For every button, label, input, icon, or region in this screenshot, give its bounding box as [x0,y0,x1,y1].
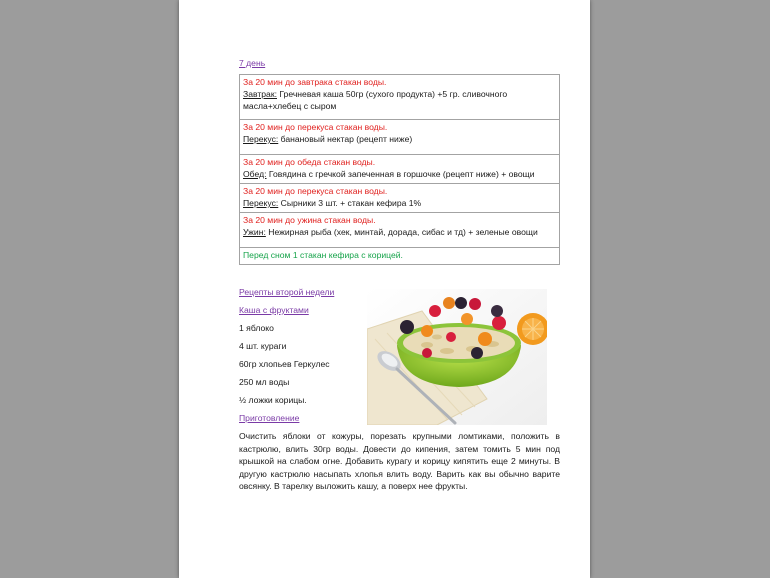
meal-text: банановый нектар (рецепт ниже) [278,134,413,144]
meal-line [243,197,556,209]
meal-text: Сырники 3 шт. + стакан кефира 1% [278,198,422,208]
bedtime-note: Перед сном 1 стакан кефира с корицей. [243,250,403,260]
table-cell [240,155,560,184]
table-row [240,155,560,184]
meal-line [243,226,556,238]
water-reminder: За 20 мин до ужина стакан воды. [243,215,376,225]
water-reminder: За 20 мин до обеда стакан воды. [243,157,376,167]
day-section [239,58,560,265]
table-row [240,248,560,265]
table-row [240,75,560,120]
meal-line [243,133,556,145]
ingredient-item: 250 мл воды [239,377,290,387]
meal-label: Ужин: [243,227,266,237]
table-row [240,120,560,155]
table-cell [240,184,560,213]
ingredient-item: 4 шт. кураги [239,341,287,351]
table-cell [240,75,560,120]
meal-line [243,88,556,112]
table-row [240,184,560,213]
table-cell [240,213,560,248]
meal-label: Обед: [243,169,267,179]
ingredient-item: 60гр хлопьев Геркулес [239,359,330,369]
ingredient-item: ½ ложки корицы. [239,395,307,405]
table-cell [240,120,560,155]
recipes-section-link[interactable]: Рецепты второй недели [239,287,335,297]
water-reminder: За 20 мин до перекуса стакан воды. [243,122,388,132]
meal-label: Перекус: [243,198,279,208]
oatmeal-bowl-photo [367,289,547,425]
day-title-link[interactable]: 7 день [239,58,266,68]
water-reminder: За 20 мин до завтрака стакан воды. [243,77,387,87]
method-title-link[interactable]: Приготовление [239,413,300,423]
meal-plan-table [239,74,560,265]
method-paragraph: Очистить яблоки от кожуры, порезать крупными ломтиками, положить в кастрюлю, влить 30гр воды. Довести до кипения, затем томить 5 мин под крышкой на слабом огне. Добавить курагу и корицу кипятить еще 2 минуты. В другую кастрюлю насыпать хлопья влить воду. Варить как вы обычно варите овсянку. В тарелку выложить кашу, а поверх нее фрукты. [239,431,560,492]
meal-text: Гречневая каша 50гр (сухого продукта) +5 гр. сливочного масла+хлебец с сыром [243,89,508,111]
table-cell [240,248,560,265]
water-reminder: За 20 мин до перекуса стакан воды. [243,186,388,196]
meal-text: Нежирная рыба (хек, минтай, дорада, сибас и тд) + зеленые овощи [265,227,538,237]
meal-label: Перекус: [243,134,279,144]
meal-text: Говядина с гречкой запеченная в горшочке (рецепт ниже) + овощи [266,169,535,179]
table-row [240,213,560,248]
meal-line [243,168,556,180]
meal-label: Завтрак: [243,89,277,99]
recipe-title-link[interactable]: Каша с фруктами [239,305,309,315]
ingredient-item: 1 яблоко [239,323,274,333]
